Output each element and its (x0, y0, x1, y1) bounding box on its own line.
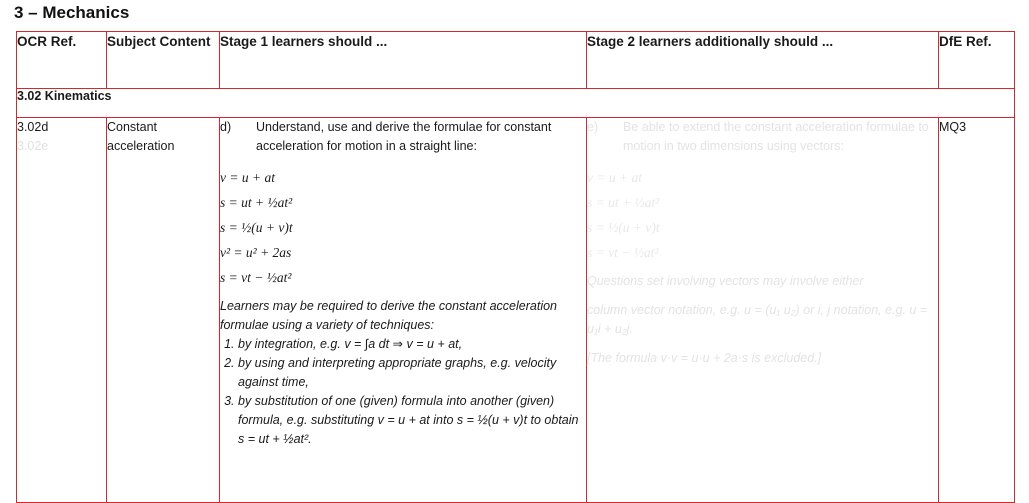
header-stage1: Stage 1 learners should ... (220, 32, 587, 89)
ref-primary: 3.02d (17, 120, 49, 134)
stage2-formula-1: v = u + at (587, 170, 642, 185)
stage1-cell (220, 118, 587, 503)
subject-cell: Constant acceleration (107, 118, 220, 503)
formula-2: s = ut + ½at² (220, 195, 293, 210)
subsection-title: 3.02 Kinematics (17, 89, 1015, 118)
header-row (17, 32, 1015, 89)
stage1-text: Understand, use and derive the formulae for constant acceleration for motion in a straight line: (256, 120, 552, 153)
technique-item: 2. by using and interpreting appropriate graphs, e.g. velocity against time, (238, 354, 586, 392)
ref-cell (17, 118, 107, 503)
formula-4: v² = u² + 2as (220, 245, 292, 260)
technique-item: 1. by integration, e.g. v = ∫a dt ⇒ v = u + at, (238, 335, 586, 354)
section-title: 3 – Mechanics (14, 3, 130, 22)
note-intro: Learners may be required to derive the constant acceleration formulae using a variety of techniques: (220, 299, 557, 332)
ref-secondary: 3.02e (17, 139, 49, 153)
header-subject-content: Subject Content (107, 32, 220, 89)
specification-table (16, 31, 1015, 503)
techniques-list (220, 335, 586, 449)
formula-1: v = u + at (220, 170, 275, 185)
stage1-item-letter: d) (220, 120, 232, 134)
stage2-formula-4: s = vt − ½at² (587, 245, 659, 260)
stage2-text: Be able to extend the constant acceleration formulae to motion in two dimensions using vectors: (623, 120, 929, 153)
stage2-note-3: [The formula v·v = u·u + 2a·s is excluded.] (587, 351, 822, 365)
content-row (17, 118, 1015, 503)
stage2-cell (587, 118, 939, 503)
stage2-formula-3: s = ½(u + v)t (587, 220, 660, 235)
stage2-note-2: column vector notation, e.g. u = (u₁ u₂) or i, j notation, e.g. u = u₁i + u₂j. (587, 303, 928, 336)
stage2-formula-2: s = ut + ½at² (587, 195, 660, 210)
formula-3: s = ½(u + v)t (220, 220, 293, 235)
formula-5: s = vt − ½at² (220, 270, 292, 285)
stage2-note-1: Questions set involving vectors may involve either (587, 274, 864, 288)
header-stage2: Stage 2 learners additionally should ... (587, 32, 939, 89)
header-dfe-ref: DfE Ref. (939, 32, 1015, 89)
dfe-ref-cell: MQ3 (939, 118, 1015, 503)
stage2-item-letter: e) (587, 120, 599, 134)
technique-item: 3. by substitution of one (given) formula into another (given) formula, e.g. substituting v = u + at into s = ½(u + v)t to obtain s = ut + ½at². (238, 392, 586, 449)
header-ocr-ref: OCR Ref. (17, 32, 107, 89)
subsection-row (17, 89, 1015, 118)
